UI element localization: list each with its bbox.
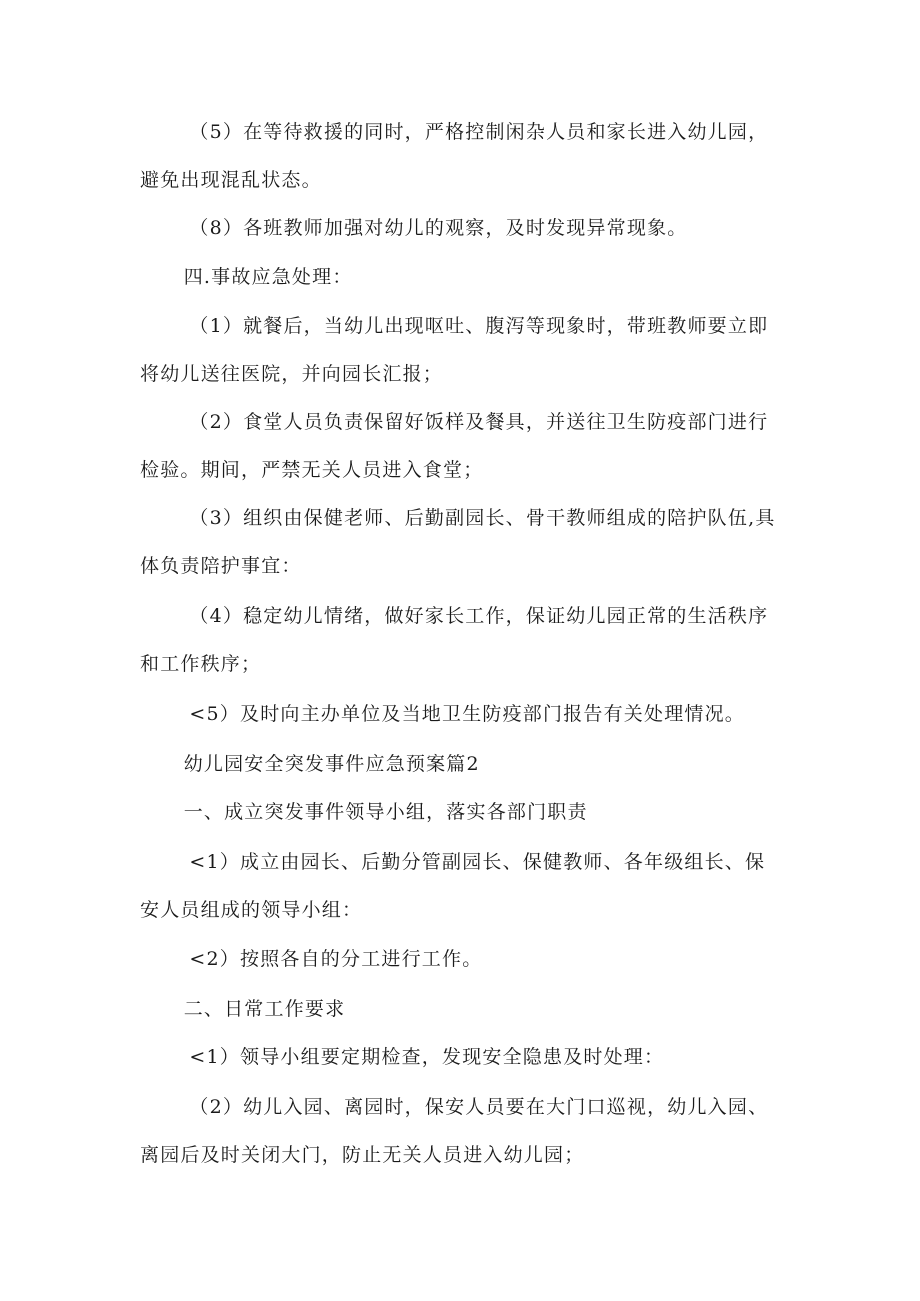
paragraph-report-to-authorities: <5）及时向主办单位及当地卫生防疫部门报告有关处理情况。 bbox=[189, 703, 746, 725]
paragraph-stabilize-emotions: （4）稳定幼儿情绪，做好家长工作，保证幼儿园正常的生活秩序和工作秩序； bbox=[140, 605, 769, 675]
paragraph-form-leadership-group: <1）成立由园长、后勤分管副园长、保健教师、各年级组长、保安人员组成的领导小组： bbox=[140, 851, 766, 921]
document-section-title: 幼儿园安全突发事件应急预案篇2 bbox=[183, 753, 480, 775]
paragraph-regular-inspection: <1）领导小组要定期检查，发现安全隐患及时处理： bbox=[189, 1046, 665, 1068]
section-heading-daily-work: 二、日常工作要求 bbox=[183, 998, 346, 1020]
paragraph-teacher-observation: （8）各班教师加强对幼儿的观察，及时发现异常现象。 bbox=[189, 217, 688, 239]
paragraph-waiting-rescue: （5）在等待救援的同时，严格控制闲杂人员和家长进入幼儿园，避免出现混乱状态。 bbox=[140, 121, 769, 191]
section-heading-accident-handling: 四.事故应急处理： bbox=[183, 266, 353, 288]
paragraph-escort-team: （3）组织由保健老师、后勤副园长、骨干教师组成的陪护队伍,具体负责陪护事宜： bbox=[140, 507, 776, 577]
paragraph-gate-patrol: （2）幼儿入园、离园时，保安人员要在大门口巡视，幼儿入园、离园后及时关闭大门，防止无关人员进入幼儿园； bbox=[140, 1096, 769, 1166]
paragraph-send-to-hospital: （1）就餐后，当幼儿出现呕吐、腹泻等现象时，带班教师要立即将幼儿送往医院，并向园长汇报； bbox=[140, 315, 769, 385]
section-heading-leadership-group: 一、成立突发事件领导小组，落实各部门职责 bbox=[183, 801, 588, 823]
paragraph-keep-food-samples: （2）食堂人员负责保留好饭样及餐具，并送往卫生防疫部门进行检验。期间，严禁无关人员进入食堂； bbox=[140, 411, 769, 481]
paragraph-work-division: <2）按照各自的分工进行工作。 bbox=[189, 948, 483, 970]
